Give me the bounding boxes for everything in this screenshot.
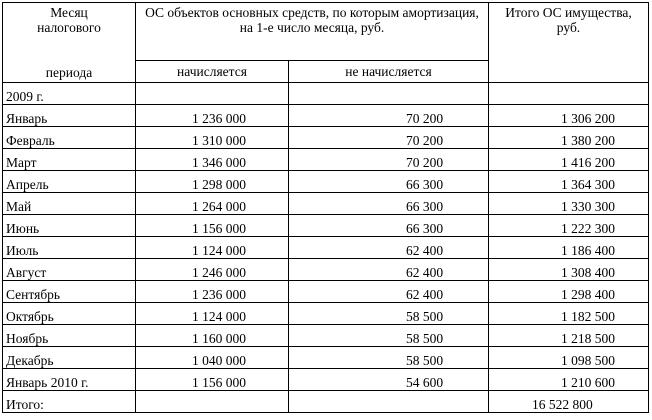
empty-cell: [289, 83, 489, 105]
not-accrued-cell: 62 400: [289, 259, 489, 281]
month-cell: Октябрь: [3, 303, 136, 325]
not-accrued-cell: 62 400: [289, 281, 489, 303]
accrued-cell: 1 264 000: [136, 193, 289, 215]
accrued-cell: 1 298 000: [136, 171, 289, 193]
data-rows: [3, 105, 649, 391]
month-header-line3: периода: [45, 65, 93, 80]
month-cell: Январь 2010 г.: [3, 369, 136, 391]
grand-total-value: 16 522 800: [489, 391, 649, 413]
empty-cell: [289, 391, 489, 413]
accrued-cell: 1 160 000: [136, 325, 289, 347]
month-column-header: [3, 3, 136, 83]
not-accrued-cell: 70 200: [289, 127, 489, 149]
not-accrued-cell: 70 200: [289, 105, 489, 127]
accrued-cell: 1 346 000: [136, 149, 289, 171]
not-accrued-cell: 66 300: [289, 171, 489, 193]
table-row: [3, 237, 649, 259]
not-accrued-cell: 58 500: [289, 325, 489, 347]
table-row: [3, 105, 649, 127]
total-cell: 1 330 300: [489, 193, 649, 215]
not-accrued-cell: 62 400: [289, 237, 489, 259]
total-cell: 1 098 500: [489, 347, 649, 369]
group-column-header: ОС объектов основных средств, по которым амортизация, на 1-е число месяца, руб.: [136, 3, 489, 61]
total-cell: 1 308 400: [489, 259, 649, 281]
total-cell: 1 182 500: [489, 303, 649, 325]
table-row: [3, 127, 649, 149]
table-row: [3, 325, 649, 347]
month-cell: Июнь: [3, 215, 136, 237]
table-row: [3, 193, 649, 215]
month-cell: Апрель: [3, 171, 136, 193]
month-cell: Декабрь: [3, 347, 136, 369]
not-accrued-cell: 54 600: [289, 369, 489, 391]
month-cell: Март: [3, 149, 136, 171]
table-row: [3, 149, 649, 171]
table-row: [3, 259, 649, 281]
total-cell: 1 306 200: [489, 105, 649, 127]
not-accrued-cell: 58 500: [289, 347, 489, 369]
empty-cell: [136, 391, 289, 413]
accrued-cell: 1 124 000: [136, 237, 289, 259]
not-accrued-cell: 58 500: [289, 303, 489, 325]
fixed-assets-table: [2, 2, 649, 413]
footer-row: [3, 391, 649, 413]
total-cell: 1 380 200: [489, 127, 649, 149]
accrued-cell: 1 156 000: [136, 369, 289, 391]
total-cell: 1 210 600: [489, 369, 649, 391]
footer-label: Итого:: [3, 391, 136, 413]
accrued-cell: 1 236 000: [136, 281, 289, 303]
accrued-cell: 1 246 000: [136, 259, 289, 281]
month-cell: Август: [3, 259, 136, 281]
month-cell: Май: [3, 193, 136, 215]
total-cell: 1 222 300: [489, 215, 649, 237]
accrued-subheader: начисляется: [136, 61, 289, 83]
month-cell: Сентябрь: [3, 281, 136, 303]
accrued-cell: 1 310 000: [136, 127, 289, 149]
total-cell: 1 186 400: [489, 237, 649, 259]
total-cell: 1 364 300: [489, 171, 649, 193]
not-accrued-cell: 66 300: [289, 193, 489, 215]
table-row: [3, 215, 649, 237]
month-cell: Июль: [3, 237, 136, 259]
accrued-cell: 1 040 000: [136, 347, 289, 369]
header-row-main: [3, 3, 649, 61]
month-header-line2: налогового: [37, 20, 101, 35]
not-accrued-cell: 66 300: [289, 215, 489, 237]
month-cell: Январь: [3, 105, 136, 127]
table-row: [3, 303, 649, 325]
year-row: [3, 83, 649, 105]
empty-cell: [489, 83, 649, 105]
not-accrued-cell: 70 200: [289, 149, 489, 171]
total-column-header: Итого ОС имущества, руб.: [489, 3, 649, 83]
accrued-cell: 1 124 000: [136, 303, 289, 325]
month-header-line1: Месяц: [50, 5, 88, 20]
table-row: [3, 369, 649, 391]
accrued-cell: 1 156 000: [136, 215, 289, 237]
total-cell: 1 298 400: [489, 281, 649, 303]
empty-cell: [136, 83, 289, 105]
not-accrued-subheader: не начисляется: [289, 61, 489, 83]
month-cell: Февраль: [3, 127, 136, 149]
table-row: [3, 171, 649, 193]
accrued-cell: 1 236 000: [136, 105, 289, 127]
total-cell: 1 416 200: [489, 149, 649, 171]
table-row: [3, 347, 649, 369]
month-cell: Ноябрь: [3, 325, 136, 347]
table-row: [3, 281, 649, 303]
year-label: 2009 г.: [3, 83, 136, 105]
total-cell: 1 218 500: [489, 325, 649, 347]
